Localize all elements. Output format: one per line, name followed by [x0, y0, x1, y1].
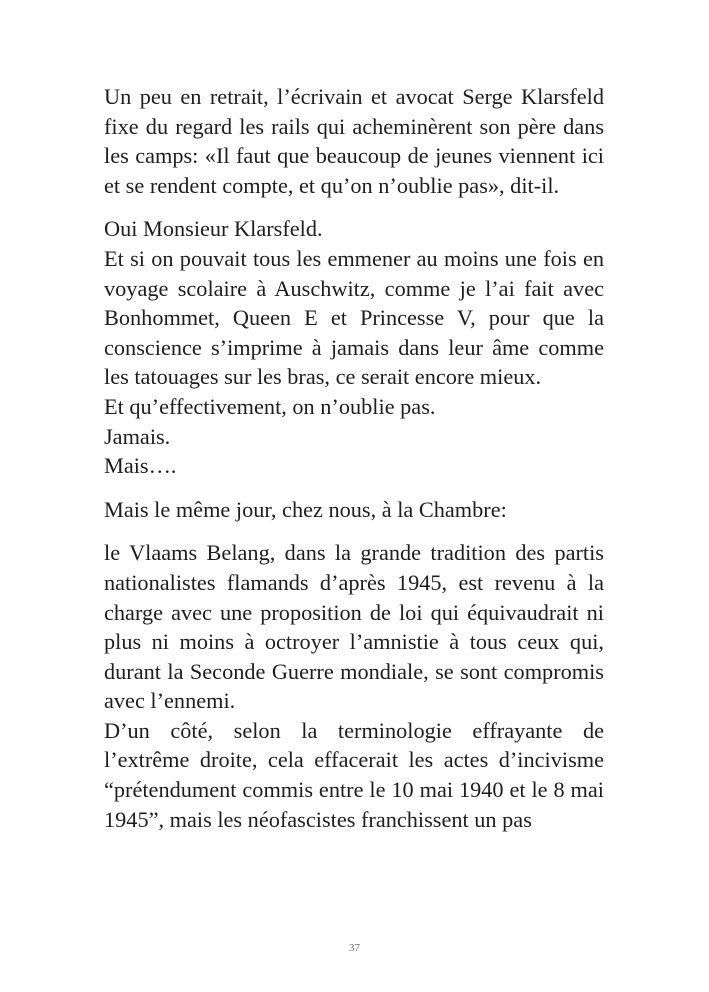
paragraph-meme-jour: Mais le même jour, chez nous, à la Chambre: — [104, 496, 507, 522]
paragraph-oui-monsieur: Oui Monsieur Klarsfeld. — [104, 216, 323, 242]
paragraph-vlaams-belang: le Vlaams Belang, dans la grande tradition des partis nationalistes flamands d’après 1945, est revenu à la charge avec une proposition de loi qui équivaudrait ni plus ni moins à octroyer l’amnistie à tous ceux qui, durant la Seconde Guerre mondiale, se sont compromis avec l’ennemi. — [104, 540, 604, 714]
paragraph-on-oublie-pas: Et qu’effectivement, on n’oublie pas. — [104, 393, 436, 419]
paragraph-auschwitz: Et si on pouvait tous les emmener au moins une fois en voyage scolaire à Auschwitz, comme je l’ai fait avec Bonhommet, Queen E et Princesse V, pour que la conscience s’imprime à jamais dans leur âme comme les tatouages sur les bras, ce serait encore mieux. — [104, 245, 604, 390]
paragraph-klarsfeld: Un peu en retrait, l’écrivain et avocat Serge Klarsfeld fixe du regard les rails qui acheminèrent son père dans les camps: «Il faut que beaucoup de jeunes viennent ici et se rendent compte, et qu’on n’oublie pas», dit-il. — [104, 84, 604, 198]
page-number: 37 — [349, 942, 360, 954]
paragraph-extreme-droite: D’un côté, selon la terminologie effrayante de l’extrême droite, cela effacerait les actes d’incivisme “prétendument commis entre le 10 mai 1940 et le 8 mai 1945”, mais les néofascistes franchissent un pas — [104, 717, 604, 832]
paragraph-mais: Mais…. — [104, 453, 177, 479]
page-body — [104, 82, 604, 834]
paragraph-jamais: Jamais. — [104, 423, 171, 449]
